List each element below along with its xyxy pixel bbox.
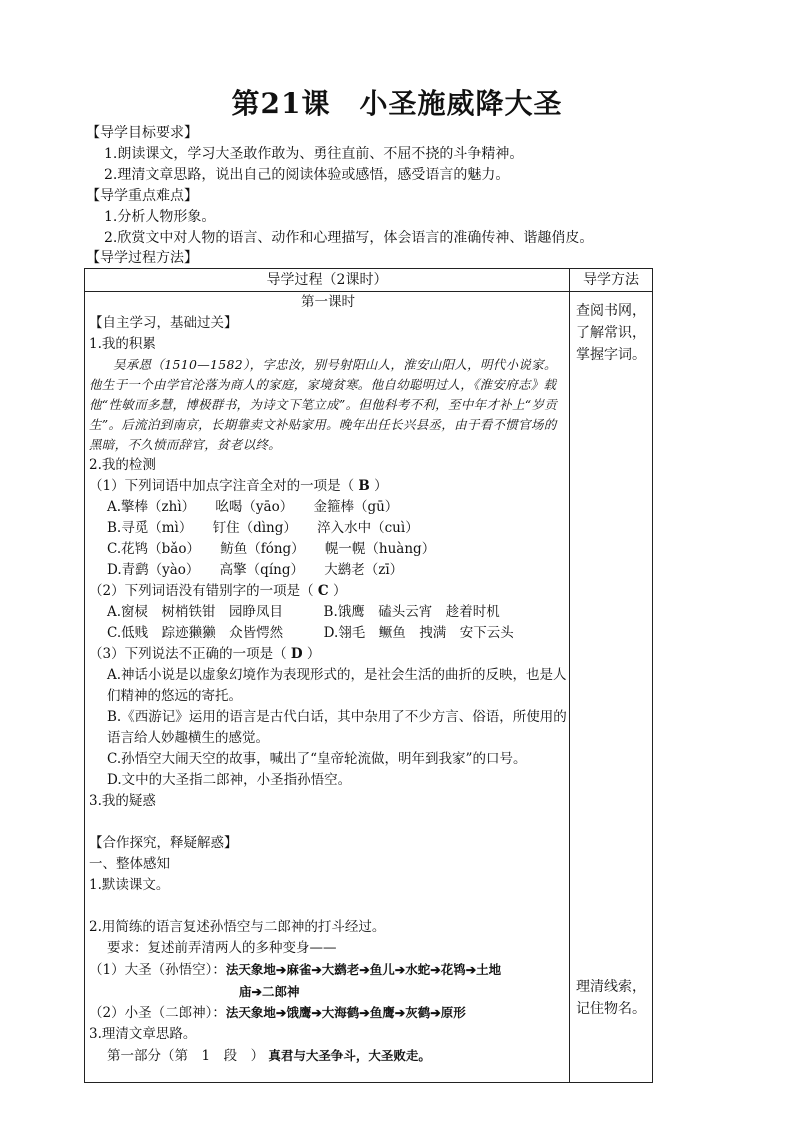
dasheng-transforms: （1）大圣（孙悟空）：法天象地➔麻雀➔大鹚老➔鱼儿➔水蛇➔花鸨➔土地	[89, 962, 502, 978]
requirement: 要求：复述前弄清两人的多种变身——	[107, 940, 337, 956]
retell-step: 2.用简练的语言复述孙悟空与二郎神的打斗经过。	[89, 919, 386, 935]
option: D.文中的大圣指二郎神，小圣指孙悟空。	[107, 772, 352, 788]
part-1: 第一部分（第 1 段 ） 真君与大圣争斗，大圣败走。	[107, 1048, 431, 1064]
question-3: （3）下列说法不正确的一项是（ D ）	[89, 646, 321, 662]
lesson-label: 第一课时	[301, 294, 355, 310]
key-points-heading: 【导学重点难点】	[86, 188, 198, 204]
option: C.花鸨（bǎo） 鲂鱼（fóng） 幌一幌（huàng）	[107, 541, 436, 557]
key-point-item: 2.欣赏文中对人物的语言、动作和心理描写，体会语言的准确传神、谐趣俏皮。	[104, 230, 594, 246]
page-title: 第21课 小圣施威降大圣	[231, 87, 563, 120]
process-cell	[85, 292, 570, 1083]
key-point-item: 1.分析人物形象。	[104, 209, 216, 225]
option: A.窗棂 树梢铁钳 园睁凤目 B.饿鹰 磕头云宵 趁着时机	[107, 604, 500, 620]
option: B.《西游记》运用的语言是古代白话，其中杂用了不少方言、俗语，所使用的语言给人妙趣横生的感觉。	[107, 709, 567, 746]
goal-item: 2.理清文章思路，说出自己的阅读体验或感悟，感受语言的魅力。	[104, 167, 510, 183]
method-text-1: 查阅书网，了解常识，掌握字词。	[576, 303, 646, 363]
guide-table	[84, 268, 653, 1083]
goals-heading: 【导学目标要求】	[86, 125, 198, 141]
overall-heading: 一、整体感知	[89, 856, 170, 872]
question-1: （1）下列词语中加点字注音全对的一项是（ B ）	[89, 478, 388, 494]
option: D.青鹞（yào） 高擎（qíng） 大鹚老（zī）	[107, 562, 404, 578]
option: B.寻觅（mì） 钉住（dìng） 淬入水中（cuì）	[107, 520, 419, 536]
answer-1: B	[358, 478, 370, 494]
question-2: （2）下列词语没有错别字的一项是（ C ）	[89, 583, 347, 599]
coop-heading: 【合作探究，释疑解惑】	[89, 835, 238, 851]
structure-step: 3.理清文章思路。	[89, 1026, 197, 1042]
self-study-heading: 【自主学习，基础过关】	[89, 315, 238, 331]
answer-2: C	[317, 583, 329, 599]
read-step: 1.默读课文。	[89, 877, 170, 893]
col-header-method: 导学方法	[570, 269, 653, 292]
process-heading: 【导学过程方法】	[86, 250, 198, 266]
col-header-process: 导学过程（2课时）	[85, 269, 570, 292]
option: C.孙悟空大闹天空的故事，喊出了“皇帝轮流做，明年到我家”的口号。	[107, 751, 527, 767]
option: A.擎棒（zhì） 吆喝（yāo） 金箍棒（gū）	[107, 499, 399, 515]
method-cell	[570, 292, 653, 1083]
goal-item: 1.朗读课文，学习大圣敢作敢为、勇往直前、不屈不挠的斗争精神。	[104, 146, 524, 162]
xiaosheng-transforms: （2）小圣（二郎神）：法天象地➔饿鹰➔大海鹤➔鱼鹰➔灰鹤➔原形	[89, 1005, 466, 1021]
accumulate-heading: 1.我的积累	[89, 336, 156, 352]
method-text-2: 理清线索，记住物名。	[576, 979, 646, 1017]
author-bio: 吴承恩（1510—1582），字忠汝，别号射阳山人，淮安山阳人，明代小说家。他生于一个由学官沦落为商人的家庭，家境贫寒。他自幼聪明过人，《淮安府志》载他“性敏而多慧，博极群书，为诗文下笔立成”。但他科考不利，至中年才补上“岁贡生”。后流泊到南京，长期靠卖文补贴家用。晚年出任长兴县丞，由于看不惯官场的黑暗，不久愤而辞官，贫老以终。	[89, 357, 558, 452]
check-heading: 2.我的检测	[89, 457, 156, 473]
answer-3: D	[290, 646, 303, 662]
doubt-heading: 3.我的疑惑	[89, 793, 156, 809]
option: C.低贱 踪迹獭獭 众皆愕然 D.翎毛 鳜鱼 拽满 安下云头	[107, 625, 514, 641]
option: A.神话小说是以虚象幻境作为表现形式的，是社会生活的曲折的反映，也是人们精神的悠远的寄托。	[107, 667, 567, 704]
dasheng-transforms-cont: 庙➔二郎神	[239, 984, 300, 999]
